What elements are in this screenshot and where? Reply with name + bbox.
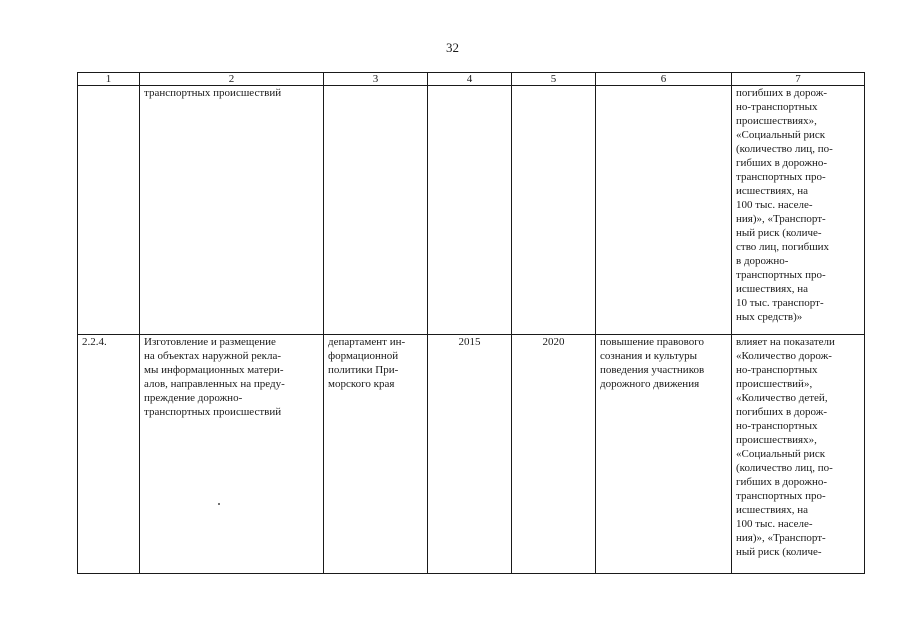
indicator-link-cell: [732, 335, 865, 574]
header-cell-1: 1: [78, 73, 140, 86]
header-row: [78, 73, 865, 86]
table-row: [78, 335, 865, 574]
text-line: сознания и культуры: [600, 350, 698, 362]
text-line: влияет на показатели: [736, 336, 835, 348]
expected-result-cell: [596, 335, 732, 574]
text-line: на объектах наружной рекла-: [144, 350, 282, 362]
text-line: 100 тыс. населе-: [736, 199, 813, 211]
text-line: формационной: [328, 350, 399, 362]
start-year-cell: [428, 86, 512, 335]
end-year-cell: [512, 86, 596, 335]
text-line: (количество лиц, по-: [736, 143, 833, 155]
text-line: ный риск (количе-: [736, 227, 822, 239]
text-line: преждение дорожно-: [144, 392, 243, 404]
text-line: но-транспортных: [736, 101, 818, 113]
text-line: происшествий»,: [736, 378, 813, 390]
text-line: 10 тыс. транспорт-: [736, 297, 824, 309]
text-line: транспортных про-: [736, 171, 826, 183]
text-line: поведения участников: [600, 364, 705, 376]
text-line: происшествиях»,: [736, 434, 817, 446]
text-line: алов, направленных на преду-: [144, 378, 285, 390]
text-line: ных средств)»: [736, 311, 803, 323]
text-line: исшествиях, на: [736, 283, 808, 295]
text-line: департамент ин-: [328, 336, 406, 348]
executor-cell: [324, 86, 428, 335]
text-line: «Социальный риск: [736, 129, 826, 141]
header-cell-3: 3: [324, 73, 428, 86]
text-line: но-транспортных: [736, 364, 818, 376]
text-line: 100 тыс. населе-: [736, 518, 813, 530]
text-line: дорожного движения: [600, 378, 700, 390]
text-line: но-транспортных: [736, 420, 818, 432]
page-number: 32: [446, 40, 459, 55]
item-number-cell: 2.2.4.: [78, 335, 140, 574]
text-line: Изготовление и размещение: [144, 336, 276, 348]
indicator-link-cell: [732, 86, 865, 335]
text-line: «Количество детей,: [736, 392, 828, 404]
scan-speck: [218, 503, 220, 505]
start-year-cell: 2015: [428, 335, 512, 574]
header-cell-6: 6: [596, 73, 732, 86]
text-line: (количество лиц, по-: [736, 462, 833, 474]
table-row: [78, 86, 865, 335]
text-line: транспортных происшествий: [144, 87, 282, 99]
text-line: погибших в дорож-: [736, 406, 828, 418]
text-line: «Количество дорож-: [736, 350, 832, 362]
text-line: ния)», «Транспорт-: [736, 213, 826, 225]
text-line: политики При-: [328, 364, 399, 376]
text-line: ния)», «Транспорт-: [736, 532, 826, 544]
header-cell-7: 7: [732, 73, 865, 86]
text-line: ный риск (количе-: [736, 546, 822, 558]
text-line: погибших в дорож-: [736, 87, 828, 99]
expected-result-cell: [596, 86, 732, 335]
text-line: происшествиях»,: [736, 115, 817, 127]
header-cell-2: 2: [140, 73, 324, 86]
item-number-cell: [78, 86, 140, 335]
event-name-cell: [140, 335, 324, 574]
text-line: транспортных про-: [736, 269, 826, 281]
text-line: транспортных про-: [736, 490, 826, 502]
text-line: мы информационных матери-: [144, 364, 284, 376]
text-line: исшествиях, на: [736, 504, 808, 516]
text-line: ство лиц, погибших: [736, 241, 830, 253]
text-line: гибших в дорожно-: [736, 157, 828, 169]
event-name-cell: [140, 86, 324, 335]
text-line: морского края: [328, 378, 395, 390]
executor-cell: [324, 335, 428, 574]
text-line: гибших в дорожно-: [736, 476, 828, 488]
header-cell-5: 5: [512, 73, 596, 86]
end-year-cell: 2020: [512, 335, 596, 574]
text-line: исшествиях, на: [736, 185, 808, 197]
text-line: транспортных происшествий: [144, 406, 282, 418]
text-line: повышение правового: [600, 336, 704, 348]
text-line: в дорожно-: [736, 255, 789, 267]
text-line: «Социальный риск: [736, 448, 826, 460]
program-table: [77, 72, 865, 574]
header-cell-4: 4: [428, 73, 512, 86]
